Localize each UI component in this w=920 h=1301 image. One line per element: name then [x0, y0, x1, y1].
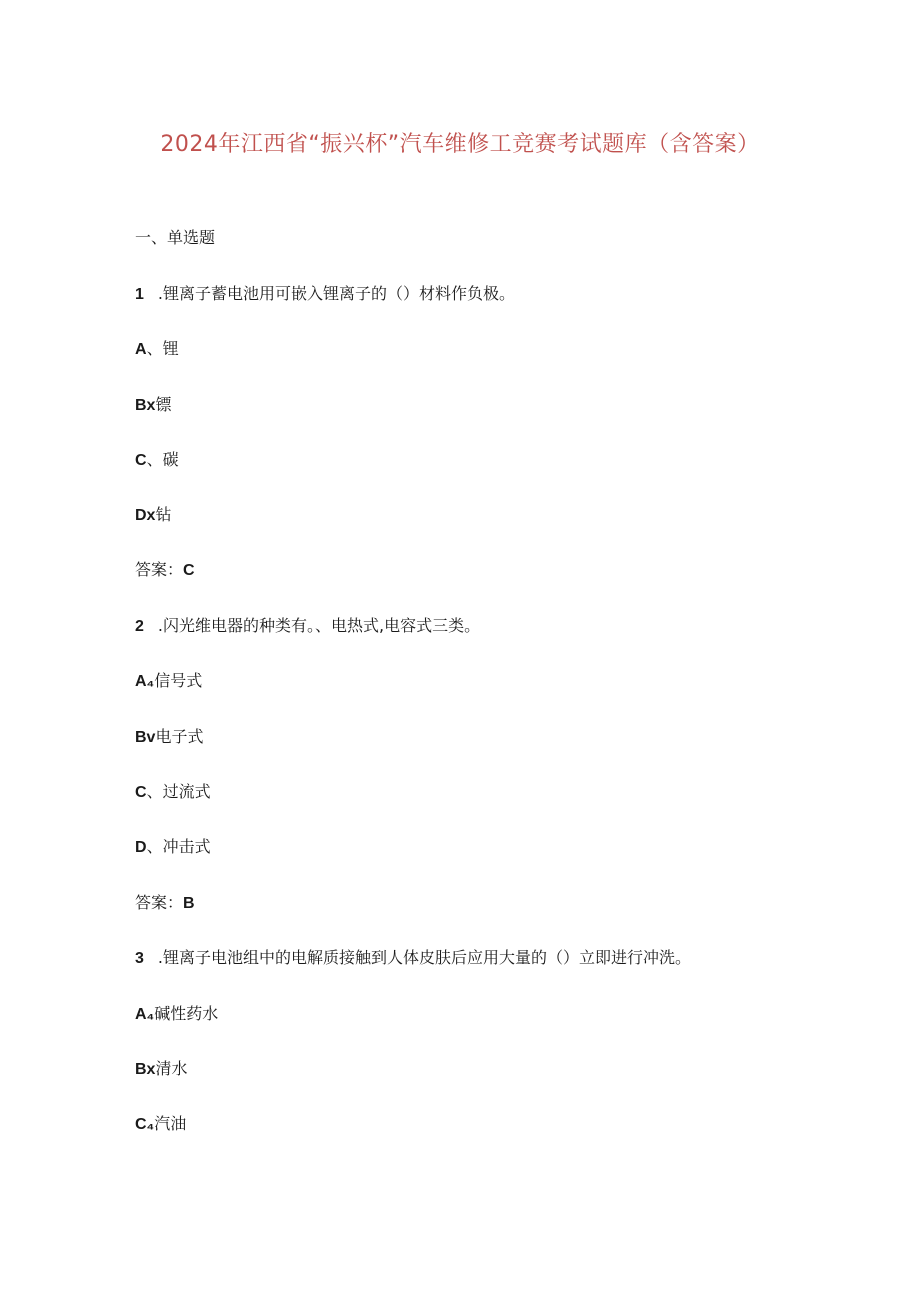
question-3-stem — [135, 946, 691, 971]
question-2-option-d: D、冲击式 — [135, 837, 211, 856]
answer-value: B — [183, 895, 195, 912]
answer-value: C — [183, 562, 195, 579]
question-1-option-b: Bx镖 — [135, 395, 172, 414]
question-2-text: .闪光维电器的种类有。、电热式,电容式三类。 — [157, 616, 481, 635]
question-1-stem — [135, 282, 515, 307]
question-3-option-a: A₄碱性药水 — [135, 1004, 219, 1023]
question-1-text: .锂离子蓄电池用可嵌入锂离子的（）材料作负极。 — [157, 284, 515, 303]
question-2-number: 2 — [135, 618, 144, 635]
answer-label: 答案： — [135, 560, 184, 579]
document-title: 2024年江西省“振兴杯”汽车维修工竞赛考试题库（含答案） — [160, 132, 760, 157]
section-heading: 一、单选题 — [135, 228, 216, 247]
question-1-number: 1 — [135, 286, 144, 303]
question-2-option-b: Bv电子式 — [135, 727, 204, 746]
question-2-answer — [135, 891, 195, 916]
question-3-number: 3 — [135, 950, 144, 967]
question-1-option-a: A、锂 — [135, 339, 179, 358]
question-2-option-c: C、过流式 — [135, 782, 211, 801]
question-1-option-c: C、碳 — [135, 450, 179, 469]
answer-label: 答案： — [135, 893, 184, 912]
question-2-option-a: A₄信号式 — [135, 671, 203, 690]
question-2-stem — [135, 614, 480, 639]
question-1-answer — [135, 558, 195, 583]
question-3-option-b: Bx清水 — [135, 1059, 188, 1078]
question-1-option-d: Dx钻 — [135, 505, 172, 524]
question-3-option-c: C₄汽油 — [135, 1114, 187, 1133]
question-3-text: .锂离子电池组中的电解质接触到人体皮肤后应用大量的（）立即进行冲洗。 — [157, 948, 691, 967]
